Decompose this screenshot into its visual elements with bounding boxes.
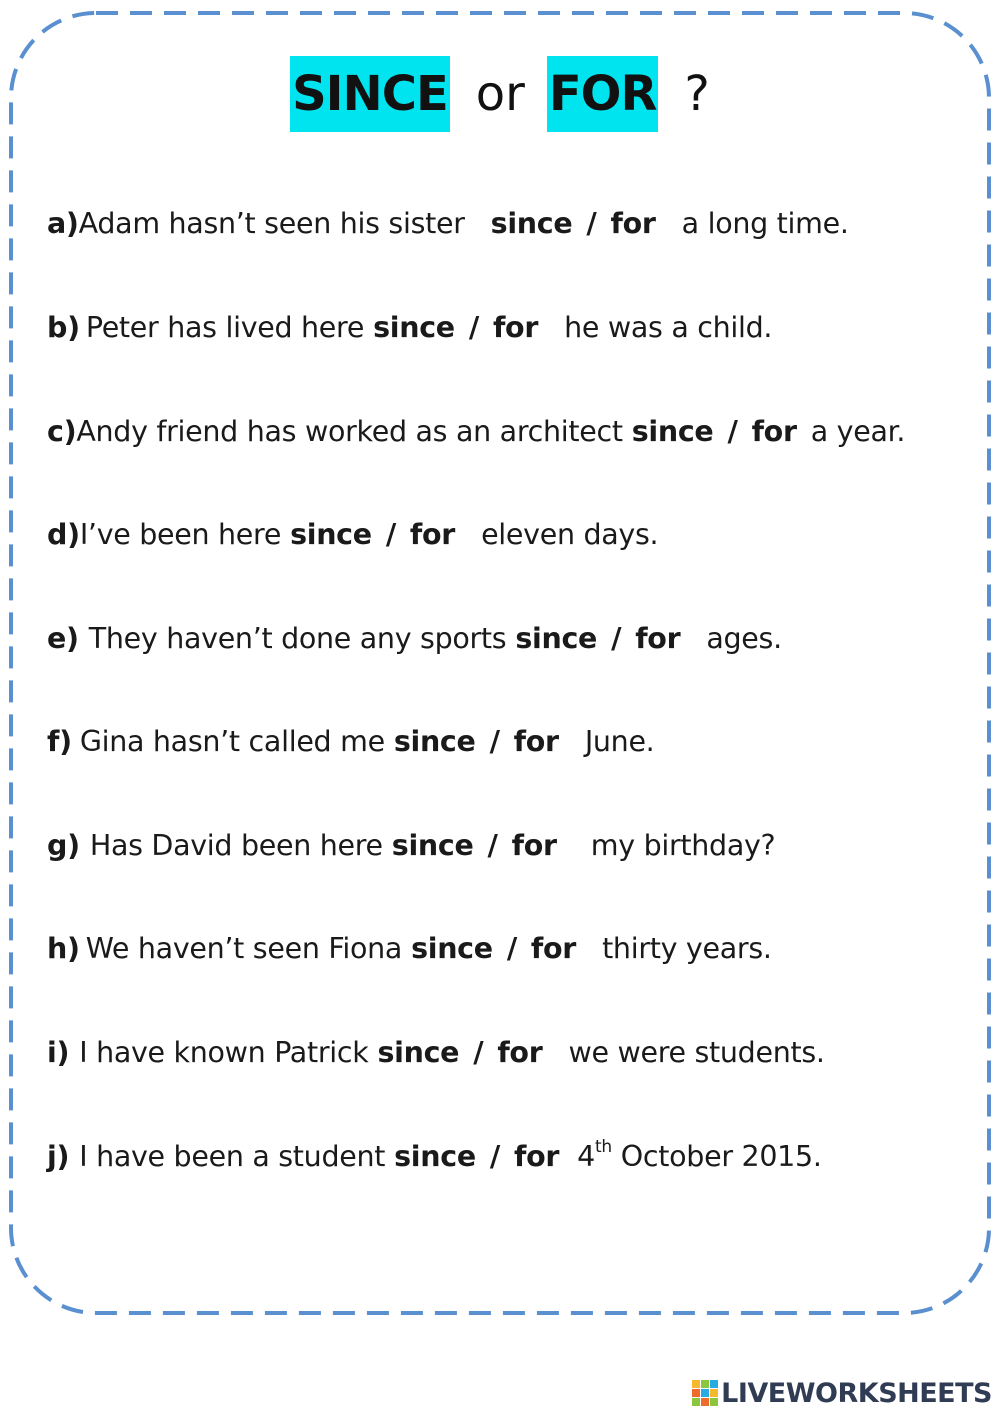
- item-text-after: eleven days.: [481, 518, 659, 551]
- item-letter: i): [47, 1036, 70, 1069]
- item-text-after: we were students.: [568, 1036, 825, 1069]
- exercise-item-j: [47, 1137, 822, 1177]
- option-for[interactable]: for: [751, 415, 797, 448]
- item-text-before: Adam hasn’t seen his sister: [78, 207, 465, 240]
- item-date-number: 4: [577, 1140, 595, 1173]
- exercise-item-g: [47, 826, 775, 866]
- option-for[interactable]: for: [511, 829, 557, 862]
- item-letter: c): [47, 415, 77, 448]
- exercise-item-d: [47, 515, 658, 555]
- item-text-after: thirty years.: [602, 932, 772, 965]
- item-text-before: Has David been here: [89, 829, 383, 862]
- item-text-after: my birthday?: [590, 829, 776, 862]
- item-text-before: Andy friend has worked as an architect: [76, 415, 623, 448]
- exercise-item-b: [47, 308, 772, 348]
- option-slash: /: [473, 1036, 484, 1069]
- item-text-before: Peter has lived here: [85, 311, 365, 344]
- item-text-before: Gina hasn’t called me: [79, 725, 385, 758]
- item-text-after: June.: [584, 725, 655, 758]
- item-text-before: I have known Patrick: [79, 1036, 369, 1069]
- exercise-item-a: [47, 204, 849, 244]
- item-letter: g): [47, 829, 80, 862]
- option-slash: /: [727, 415, 738, 448]
- option-since[interactable]: since: [631, 415, 714, 448]
- title-since-highlight: SINCE: [290, 56, 450, 132]
- option-slash: /: [506, 932, 517, 965]
- option-for[interactable]: for: [610, 207, 656, 240]
- option-since[interactable]: since: [394, 1140, 476, 1173]
- exercise-item-f: [47, 722, 654, 762]
- option-for[interactable]: for: [530, 932, 577, 965]
- option-for[interactable]: for: [513, 1140, 560, 1173]
- exercise-item-h: [47, 929, 772, 969]
- item-text-after: he was a child.: [564, 311, 773, 344]
- option-since[interactable]: since: [490, 207, 573, 240]
- item-letter: j): [47, 1140, 70, 1173]
- title-question-mark: ?: [684, 66, 710, 122]
- option-since[interactable]: since: [391, 829, 474, 862]
- option-since[interactable]: since: [411, 932, 493, 965]
- item-text-before: I’ve been here: [79, 518, 282, 551]
- item-text-after: a year.: [810, 415, 906, 448]
- option-since[interactable]: since: [377, 1036, 460, 1069]
- option-for[interactable]: for: [635, 622, 681, 655]
- option-since[interactable]: since: [515, 622, 598, 655]
- liveworksheets-logo-icon: [692, 1380, 718, 1406]
- item-date-ordinal: th: [594, 1136, 612, 1157]
- item-text-before: They haven’t done any sports: [88, 622, 507, 655]
- item-letter: d): [47, 518, 80, 551]
- option-for[interactable]: for: [492, 311, 539, 344]
- option-slash: /: [487, 829, 498, 862]
- liveworksheets-logo: [692, 1375, 992, 1411]
- item-letter: a): [47, 207, 79, 240]
- item-text-after: October 2015.: [620, 1140, 822, 1173]
- option-since[interactable]: since: [393, 725, 476, 758]
- option-slash: /: [611, 622, 622, 655]
- option-slash: /: [489, 725, 500, 758]
- item-letter: b): [47, 311, 80, 344]
- item-letter: f): [47, 725, 72, 758]
- option-slash: /: [586, 207, 597, 240]
- option-slash: /: [489, 1140, 500, 1173]
- item-text-before: We haven’t seen Fiona: [85, 932, 403, 965]
- exercise-item-e: [47, 619, 782, 659]
- option-slash: /: [385, 518, 396, 551]
- item-text-before: I have been a student: [79, 1140, 386, 1173]
- option-for[interactable]: for: [409, 518, 456, 551]
- item-text-after: ages.: [706, 622, 782, 655]
- exercise-item-c: [47, 412, 905, 452]
- option-for[interactable]: for: [497, 1036, 543, 1069]
- option-since[interactable]: since: [290, 518, 372, 551]
- title-for-highlight: FOR: [547, 56, 659, 132]
- exercise-item-i: [47, 1033, 825, 1073]
- item-letter: h): [47, 932, 80, 965]
- item-letter: e): [47, 622, 79, 655]
- option-for[interactable]: for: [513, 725, 559, 758]
- option-slash: /: [468, 311, 479, 344]
- option-since[interactable]: since: [373, 311, 455, 344]
- liveworksheets-logo-text: LIVEWORKSHEETS: [721, 1377, 992, 1409]
- item-text-after: a long time.: [681, 207, 849, 240]
- page-title: [0, 56, 1000, 132]
- title-or: or: [475, 66, 525, 122]
